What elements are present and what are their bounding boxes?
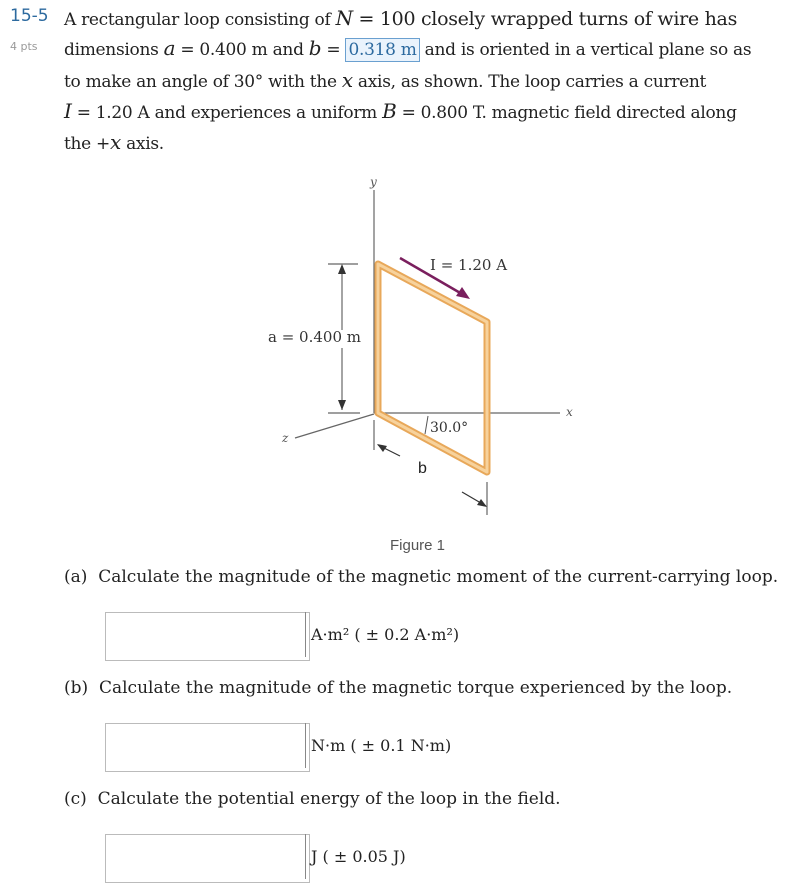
- var-a: a: [163, 36, 176, 60]
- text: axis.: [120, 134, 164, 154]
- part-text: Calculate the magnitude of the magnetic torque experienced by the loop.: [98, 678, 733, 698]
- part-text: Calculate the magnitude of the magnetic moment of the current-carrying loop.: [98, 567, 779, 587]
- part-c-unit: J ( ± 0.05 J): [305, 834, 406, 879]
- text: =: [321, 40, 346, 60]
- text: = 1.20 A and experiences a uniform: [71, 103, 383, 123]
- text: dimensions: [64, 40, 164, 60]
- text: to make an angle of 30° with the: [64, 72, 342, 92]
- part-b-answer-input[interactable]: [105, 723, 310, 772]
- var-b: b: [308, 36, 322, 60]
- question-line-2: [64, 36, 751, 60]
- part-label: (b): [64, 678, 89, 698]
- var-B: B: [382, 99, 397, 123]
- text: the +: [64, 134, 110, 154]
- var-x: x: [341, 68, 353, 92]
- angle-label: 30.0°: [430, 420, 469, 436]
- x-label: x: [566, 405, 573, 419]
- question-number: 15-5: [10, 6, 49, 26]
- part-label: (c): [64, 789, 87, 809]
- figure-diagram: [250, 170, 600, 520]
- y-label: y: [370, 175, 377, 189]
- current-label: I = 1.20 A: [430, 256, 508, 274]
- question-line-5: [64, 130, 164, 154]
- part-text: Calculate the potential energy of the loop in the field.: [97, 789, 561, 809]
- z-label: z: [282, 431, 289, 445]
- b-label: b: [418, 460, 427, 477]
- text: A rectangular loop consisting of: [64, 10, 336, 30]
- var-x: x: [110, 130, 121, 154]
- text: axis, as shown. The loop carries a current: [352, 72, 707, 92]
- part-c-question: [64, 789, 561, 809]
- question-line-4: [64, 99, 737, 123]
- part-c-answer-input[interactable]: [105, 834, 310, 883]
- part-a-answer-input[interactable]: [105, 612, 310, 661]
- z-axis: [295, 414, 374, 438]
- text: = 100 closely wrapped turns of wire has: [352, 8, 738, 30]
- points: 4 pts: [10, 40, 38, 53]
- part-a-question: [64, 567, 778, 587]
- part-b-question: [64, 678, 732, 698]
- var-N: N: [335, 6, 353, 30]
- a-label: a = 0.400 m: [268, 328, 361, 346]
- highlighted-value: 0.318 m: [345, 38, 419, 62]
- part-b-unit: N·m ( ± 0.1 N·m): [305, 723, 451, 768]
- part-label: (a): [64, 567, 88, 587]
- question-line-3: [64, 68, 706, 92]
- text: and is oriented in a vertical plane so as: [419, 40, 752, 60]
- text: = 0.800 T. magnetic field directed along: [396, 103, 737, 123]
- text: = 0.400 m and: [175, 40, 309, 60]
- figure-caption: Figure 1: [390, 537, 446, 554]
- part-a-unit: A·m² ( ± 0.2 A·m²): [305, 612, 459, 657]
- question-line-1: [64, 6, 737, 30]
- var-I: I: [64, 99, 72, 123]
